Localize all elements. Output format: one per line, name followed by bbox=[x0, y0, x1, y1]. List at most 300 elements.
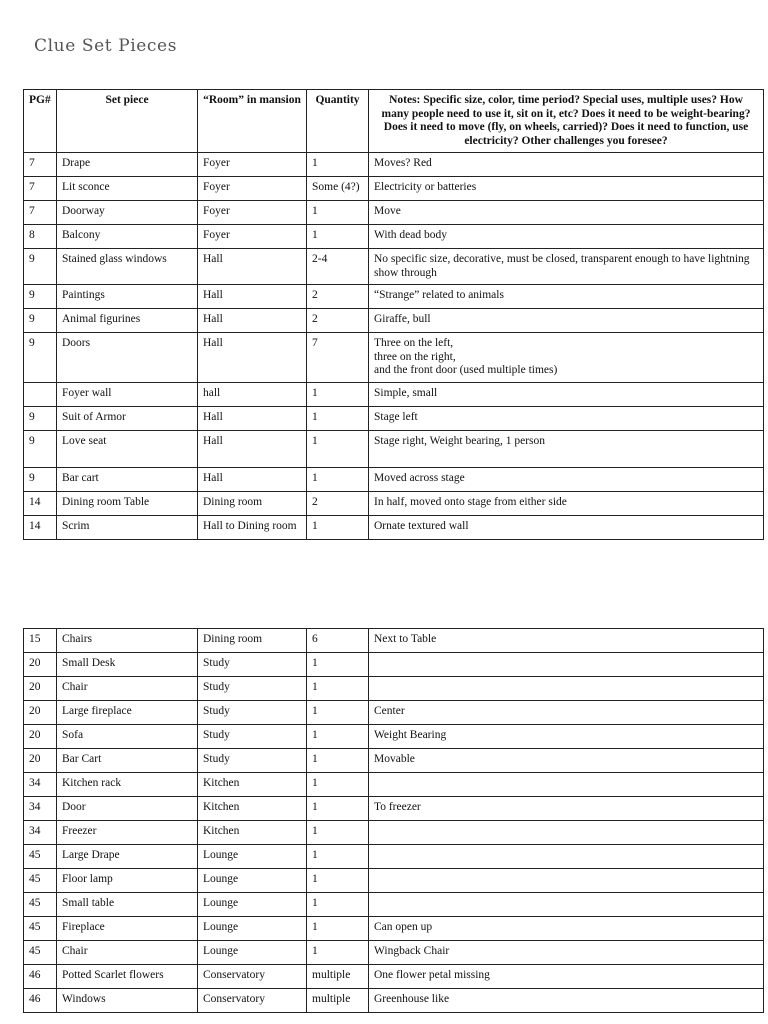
cell-room-text: Conservatory bbox=[203, 969, 265, 981]
cell-quantity bbox=[307, 893, 369, 917]
cell-room-text: Foyer bbox=[203, 229, 230, 241]
cell-room bbox=[198, 797, 307, 821]
cell-room bbox=[198, 382, 307, 406]
cell-notes bbox=[369, 701, 764, 725]
cell-notes bbox=[369, 917, 764, 941]
cell-notes bbox=[369, 989, 764, 1013]
cell-pg-text: 45 bbox=[29, 897, 41, 909]
cell-room bbox=[198, 491, 307, 515]
cell-room bbox=[198, 515, 307, 539]
cell-room-text: Study bbox=[203, 705, 230, 717]
cell-set-piece-text: Chair bbox=[62, 681, 88, 693]
cell-room bbox=[198, 677, 307, 701]
table-row bbox=[24, 333, 764, 383]
cell-room-text: Conservatory bbox=[203, 993, 265, 1005]
cell-quantity bbox=[307, 225, 369, 249]
cell-room bbox=[198, 629, 307, 653]
cell-set-piece bbox=[57, 677, 198, 701]
table-header-row bbox=[24, 90, 764, 153]
cell-room-text: Hall bbox=[203, 289, 223, 301]
cell-pg-text: 34 bbox=[29, 825, 41, 837]
table-row bbox=[24, 382, 764, 406]
cell-notes bbox=[369, 285, 764, 309]
cell-quantity-text: 1 bbox=[312, 657, 318, 669]
cell-pg-text: 7 bbox=[29, 181, 35, 193]
header-room: “Room” in mansion bbox=[198, 90, 307, 153]
cell-pg-text: 9 bbox=[29, 410, 35, 423]
cell-set-piece-text: Stained glass windows bbox=[62, 253, 167, 265]
cell-set-piece bbox=[57, 382, 198, 406]
cell-set-piece bbox=[57, 749, 198, 773]
table-row bbox=[24, 773, 764, 797]
cell-room bbox=[198, 177, 307, 201]
cell-room bbox=[198, 285, 307, 309]
cell-set-piece bbox=[57, 285, 198, 309]
cell-quantity bbox=[307, 989, 369, 1013]
cell-room-text: Hall bbox=[203, 253, 223, 265]
cell-notes bbox=[369, 515, 764, 539]
cell-pg bbox=[24, 965, 57, 989]
cell-set-piece-text: Door bbox=[62, 801, 86, 813]
cell-room bbox=[198, 153, 307, 177]
cell-quantity bbox=[307, 285, 369, 309]
cell-notes-text: Three on the left, three on the right, and the front door (used multiple times) bbox=[374, 337, 558, 376]
cell-quantity bbox=[307, 965, 369, 989]
cell-notes-text: Movable bbox=[374, 753, 415, 765]
header-notes: Notes: Specific size, color, time period? Special uses, multiple uses? How many people need to use it, sit on it, etc? Does it need to be weight-bearing? Does it need to move (fly, on wheels, carried)? Does it need to function, use electricity? Other challenges you foresee? bbox=[369, 90, 764, 153]
cell-notes-text: Simple, small bbox=[374, 386, 438, 399]
cell-quantity-text: 1 bbox=[312, 157, 318, 169]
cell-pg bbox=[24, 989, 57, 1013]
cell-quantity bbox=[307, 629, 369, 653]
cell-notes bbox=[369, 965, 764, 989]
cell-room-text: Foyer bbox=[203, 181, 230, 193]
cell-quantity-text: multiple bbox=[312, 969, 351, 981]
cell-room bbox=[198, 309, 307, 333]
cell-quantity-text: 6 bbox=[312, 633, 318, 645]
cell-pg-text: 45 bbox=[29, 849, 41, 861]
cell-quantity bbox=[307, 749, 369, 773]
cell-pg bbox=[24, 177, 57, 201]
cell-quantity-text: 1 bbox=[312, 681, 318, 693]
table-row bbox=[24, 406, 764, 430]
cell-quantity bbox=[307, 177, 369, 201]
cell-quantity bbox=[307, 941, 369, 965]
cell-pg-text: 14 bbox=[29, 519, 41, 532]
cell-notes bbox=[369, 725, 764, 749]
cell-notes-text: Stage left bbox=[374, 410, 418, 423]
cell-pg-text: 45 bbox=[29, 873, 41, 885]
cell-pg-text: 45 bbox=[29, 945, 41, 957]
cell-quantity bbox=[307, 677, 369, 701]
cell-notes bbox=[369, 941, 764, 965]
cell-quantity-text: 1 bbox=[312, 205, 318, 217]
cell-set-piece-text: Potted Scarlet flowers bbox=[62, 969, 164, 981]
cell-quantity-text: 1 bbox=[312, 705, 318, 717]
cell-pg bbox=[24, 382, 57, 406]
cell-quantity-text: 7 bbox=[312, 337, 318, 349]
cell-notes-text: Next to Table bbox=[374, 633, 437, 645]
cell-set-piece bbox=[57, 333, 198, 383]
cell-room bbox=[198, 845, 307, 869]
cell-set-piece bbox=[57, 629, 198, 653]
table-row bbox=[24, 225, 764, 249]
table-row bbox=[24, 249, 764, 285]
cell-pg bbox=[24, 749, 57, 773]
cell-pg bbox=[24, 869, 57, 893]
cell-set-piece bbox=[57, 201, 198, 225]
cell-notes-text: Giraffe, bull bbox=[374, 313, 431, 325]
cell-set-piece bbox=[57, 653, 198, 677]
header-set-piece: Set piece bbox=[57, 90, 198, 153]
cell-notes-text: No specific size, decorative, must be closed, transparent enough to have lightning show through bbox=[374, 253, 750, 279]
cell-room-text: Study bbox=[203, 657, 230, 669]
cell-set-piece bbox=[57, 701, 198, 725]
cell-set-piece bbox=[57, 989, 198, 1013]
cell-pg-text: 20 bbox=[29, 681, 41, 693]
cell-pg bbox=[24, 201, 57, 225]
cell-room-text: Kitchen bbox=[203, 825, 240, 837]
cell-room bbox=[198, 941, 307, 965]
cell-notes bbox=[369, 845, 764, 869]
cell-set-piece bbox=[57, 941, 198, 965]
cell-quantity-text: 2-4 bbox=[312, 253, 328, 265]
cell-pg bbox=[24, 821, 57, 845]
cell-quantity bbox=[307, 153, 369, 177]
cell-notes bbox=[369, 797, 764, 821]
cell-pg-text: 8 bbox=[29, 229, 35, 241]
table-row bbox=[24, 491, 764, 515]
cell-quantity-text: 1 bbox=[312, 386, 318, 399]
cell-pg-text: 20 bbox=[29, 657, 41, 669]
cell-pg-text: 46 bbox=[29, 969, 41, 981]
cell-set-piece bbox=[57, 153, 198, 177]
cell-pg-text: 20 bbox=[29, 705, 41, 717]
cell-quantity-text: 1 bbox=[312, 410, 318, 423]
cell-pg-text: 9 bbox=[29, 289, 35, 301]
cell-set-piece-text: Animal figurines bbox=[62, 313, 141, 325]
cell-set-piece-text: Large Drape bbox=[62, 849, 120, 861]
table-row bbox=[24, 821, 764, 845]
cell-room bbox=[198, 893, 307, 917]
cell-set-piece bbox=[57, 725, 198, 749]
cell-room bbox=[198, 869, 307, 893]
cell-set-piece-text: Kitchen rack bbox=[62, 777, 122, 789]
cell-set-piece bbox=[57, 773, 198, 797]
cell-quantity-text: 1 bbox=[312, 897, 318, 909]
cell-set-piece-text: Sofa bbox=[62, 729, 84, 741]
cell-notes bbox=[369, 893, 764, 917]
cell-quantity bbox=[307, 467, 369, 491]
cell-set-piece-text: Scrim bbox=[62, 519, 90, 532]
cell-room-text: Lounge bbox=[203, 849, 239, 861]
cell-notes bbox=[369, 249, 764, 285]
cell-quantity-text: 1 bbox=[312, 434, 318, 447]
cell-notes-text: To freezer bbox=[374, 801, 421, 813]
cell-quantity-text: 1 bbox=[312, 921, 318, 933]
cell-set-piece-text: Chairs bbox=[62, 633, 93, 645]
cell-notes bbox=[369, 491, 764, 515]
cell-quantity bbox=[307, 491, 369, 515]
cell-room bbox=[198, 725, 307, 749]
cell-notes bbox=[369, 430, 764, 467]
cell-notes-text: Center bbox=[374, 705, 405, 717]
cell-set-piece-text: Bar Cart bbox=[62, 753, 102, 765]
cell-set-piece-text: Drape bbox=[62, 157, 91, 169]
cell-notes bbox=[369, 177, 764, 201]
cell-set-piece bbox=[57, 845, 198, 869]
cell-quantity-text: 2 bbox=[312, 313, 318, 325]
cell-room-text: Study bbox=[203, 753, 230, 765]
cell-room-text: Lounge bbox=[203, 873, 239, 885]
cell-notes-text: Greenhouse like bbox=[374, 993, 450, 1005]
table-row bbox=[24, 749, 764, 773]
cell-set-piece bbox=[57, 797, 198, 821]
cell-set-piece-text: Floor lamp bbox=[62, 873, 113, 885]
cell-set-piece bbox=[57, 406, 198, 430]
cell-pg-text: 9 bbox=[29, 313, 35, 325]
cell-set-piece bbox=[57, 491, 198, 515]
cell-room bbox=[198, 917, 307, 941]
cell-notes bbox=[369, 677, 764, 701]
cell-set-piece bbox=[57, 249, 198, 285]
cell-pg-text: 20 bbox=[29, 753, 41, 765]
cell-room bbox=[198, 989, 307, 1013]
cell-room-text: Study bbox=[203, 681, 230, 693]
cell-set-piece-text: Bar cart bbox=[62, 471, 99, 484]
cell-room-text: Lounge bbox=[203, 921, 239, 933]
cell-quantity bbox=[307, 515, 369, 539]
cell-notes bbox=[369, 309, 764, 333]
cell-room-text: Kitchen bbox=[203, 777, 240, 789]
cell-set-piece bbox=[57, 515, 198, 539]
cell-room bbox=[198, 406, 307, 430]
cell-room bbox=[198, 333, 307, 383]
cell-set-piece-text: Dining room Table bbox=[62, 495, 150, 508]
cell-quantity bbox=[307, 249, 369, 285]
cell-pg bbox=[24, 917, 57, 941]
cell-quantity-text: 1 bbox=[312, 873, 318, 885]
cell-notes bbox=[369, 629, 764, 653]
cell-quantity bbox=[307, 821, 369, 845]
set-pieces-table-1 bbox=[23, 89, 764, 540]
cell-pg-text: 7 bbox=[29, 157, 35, 169]
cell-quantity-text: 1 bbox=[312, 777, 318, 789]
cell-pg-text: 45 bbox=[29, 921, 41, 933]
cell-quantity-text: Some (4?) bbox=[312, 181, 360, 193]
cell-set-piece bbox=[57, 177, 198, 201]
cell-pg bbox=[24, 309, 57, 333]
cell-quantity bbox=[307, 797, 369, 821]
cell-quantity-text: 2 bbox=[312, 289, 318, 301]
cell-pg bbox=[24, 225, 57, 249]
cell-notes-text: “Strange” related to animals bbox=[374, 289, 504, 301]
cell-quantity bbox=[307, 869, 369, 893]
cell-pg bbox=[24, 773, 57, 797]
cell-notes-text: Weight Bearing bbox=[374, 729, 447, 741]
table-row bbox=[24, 917, 764, 941]
cell-set-piece bbox=[57, 467, 198, 491]
cell-room-text: Foyer bbox=[203, 157, 230, 169]
table-row bbox=[24, 845, 764, 869]
cell-room bbox=[198, 201, 307, 225]
cell-set-piece bbox=[57, 225, 198, 249]
cell-quantity bbox=[307, 917, 369, 941]
cell-quantity-text: 1 bbox=[312, 825, 318, 837]
cell-room bbox=[198, 749, 307, 773]
cell-pg-text: 14 bbox=[29, 495, 41, 508]
table-row bbox=[24, 201, 764, 225]
cell-pg bbox=[24, 249, 57, 285]
cell-pg bbox=[24, 629, 57, 653]
table-row bbox=[24, 467, 764, 491]
cell-pg bbox=[24, 430, 57, 467]
cell-notes-text: Can open up bbox=[374, 921, 433, 933]
cell-notes bbox=[369, 382, 764, 406]
cell-pg bbox=[24, 515, 57, 539]
cell-room-text: Foyer bbox=[203, 205, 230, 217]
cell-pg-text: 9 bbox=[29, 471, 35, 484]
cell-quantity-text: multiple bbox=[312, 993, 351, 1005]
cell-notes-text: Wingback Chair bbox=[374, 945, 450, 957]
cell-pg bbox=[24, 893, 57, 917]
table-row bbox=[24, 893, 764, 917]
table-1-body bbox=[24, 153, 764, 540]
cell-quantity bbox=[307, 201, 369, 225]
cell-notes bbox=[369, 225, 764, 249]
cell-quantity-text: 1 bbox=[312, 519, 318, 532]
cell-pg bbox=[24, 797, 57, 821]
cell-set-piece-text: Suit of Armor bbox=[62, 410, 126, 423]
table-row bbox=[24, 701, 764, 725]
cell-notes-text: Moved across stage bbox=[374, 471, 465, 484]
cell-set-piece-text: Freezer bbox=[62, 825, 97, 837]
cell-set-piece bbox=[57, 893, 198, 917]
cell-pg bbox=[24, 406, 57, 430]
table-row bbox=[24, 797, 764, 821]
cell-set-piece-text: Foyer wall bbox=[62, 386, 112, 399]
cell-quantity-text: 1 bbox=[312, 729, 318, 741]
cell-quantity-text: 1 bbox=[312, 753, 318, 765]
cell-pg bbox=[24, 153, 57, 177]
cell-set-piece bbox=[57, 869, 198, 893]
cell-set-piece bbox=[57, 430, 198, 467]
cell-room-text: hall bbox=[203, 386, 221, 399]
cell-pg bbox=[24, 701, 57, 725]
cell-set-piece-text: Lit sconce bbox=[62, 181, 110, 193]
table-row bbox=[24, 677, 764, 701]
cell-quantity-text: 1 bbox=[312, 801, 318, 813]
header-pg: PG# bbox=[24, 90, 57, 153]
cell-set-piece-text: Doors bbox=[62, 337, 91, 349]
cell-room bbox=[198, 430, 307, 467]
table-row bbox=[24, 515, 764, 539]
cell-set-piece-text: Balcony bbox=[62, 229, 101, 241]
cell-room-text: Hall bbox=[203, 313, 223, 325]
table-row bbox=[24, 653, 764, 677]
cell-quantity bbox=[307, 701, 369, 725]
cell-pg bbox=[24, 285, 57, 309]
cell-quantity bbox=[307, 653, 369, 677]
cell-room bbox=[198, 249, 307, 285]
cell-room-text: Hall bbox=[203, 434, 223, 447]
cell-room bbox=[198, 773, 307, 797]
cell-notes-text: One flower petal missing bbox=[374, 969, 490, 981]
table-row bbox=[24, 285, 764, 309]
cell-notes bbox=[369, 869, 764, 893]
cell-room bbox=[198, 467, 307, 491]
cell-quantity bbox=[307, 773, 369, 797]
cell-pg-text: 9 bbox=[29, 434, 35, 447]
header-quantity: Quantity bbox=[307, 90, 369, 153]
cell-pg bbox=[24, 725, 57, 749]
cell-set-piece-text: Doorway bbox=[62, 205, 105, 217]
table-2-body bbox=[24, 629, 764, 1013]
cell-quantity bbox=[307, 845, 369, 869]
cell-notes-text: With dead body bbox=[374, 229, 447, 241]
cell-quantity-text: 1 bbox=[312, 849, 318, 861]
cell-room-text: Hall to Dining room bbox=[203, 519, 297, 532]
cell-notes bbox=[369, 653, 764, 677]
cell-pg bbox=[24, 491, 57, 515]
cell-set-piece-text: Fireplace bbox=[62, 921, 105, 933]
cell-room bbox=[198, 701, 307, 725]
cell-notes bbox=[369, 333, 764, 383]
cell-notes-text: Move bbox=[374, 205, 401, 217]
cell-room-text: Hall bbox=[203, 337, 223, 349]
cell-set-piece-text: Love seat bbox=[62, 434, 107, 447]
table-row bbox=[24, 153, 764, 177]
cell-notes bbox=[369, 773, 764, 797]
cell-notes-text: Ornate textured wall bbox=[374, 519, 469, 532]
cell-pg-text: 7 bbox=[29, 205, 35, 217]
cell-quantity-text: 1 bbox=[312, 471, 318, 484]
cell-room bbox=[198, 653, 307, 677]
cell-quantity bbox=[307, 309, 369, 333]
cell-room bbox=[198, 965, 307, 989]
table-row bbox=[24, 941, 764, 965]
cell-set-piece-text: Paintings bbox=[62, 289, 105, 301]
cell-room-text: Lounge bbox=[203, 897, 239, 909]
cell-pg bbox=[24, 941, 57, 965]
cell-quantity-text: 1 bbox=[312, 229, 318, 241]
table-row bbox=[24, 869, 764, 893]
cell-set-piece bbox=[57, 917, 198, 941]
cell-set-piece-text: Windows bbox=[62, 993, 106, 1005]
cell-notes bbox=[369, 201, 764, 225]
table-row bbox=[24, 989, 764, 1013]
cell-quantity bbox=[307, 333, 369, 383]
cell-room-text: Kitchen bbox=[203, 801, 240, 813]
cell-room-text: Dining room bbox=[203, 633, 263, 645]
document-title: Clue Set Pieces bbox=[34, 36, 178, 56]
cell-set-piece-text: Chair bbox=[62, 945, 88, 957]
cell-pg-text: 20 bbox=[29, 729, 41, 741]
cell-notes bbox=[369, 406, 764, 430]
cell-pg-text: 15 bbox=[29, 633, 41, 645]
cell-notes-text: Stage right, Weight bearing, 1 person bbox=[374, 434, 546, 447]
cell-set-piece-text: Small table bbox=[62, 897, 115, 909]
cell-set-piece-text: Large fireplace bbox=[62, 705, 132, 717]
cell-room-text: Hall bbox=[203, 410, 223, 423]
cell-notes-text: Moves? Red bbox=[374, 157, 432, 169]
cell-quantity-text: 1 bbox=[312, 945, 318, 957]
cell-room-text: Study bbox=[203, 729, 230, 741]
cell-pg-text: 34 bbox=[29, 777, 41, 789]
cell-notes bbox=[369, 467, 764, 491]
table-row bbox=[24, 309, 764, 333]
cell-pg bbox=[24, 467, 57, 491]
